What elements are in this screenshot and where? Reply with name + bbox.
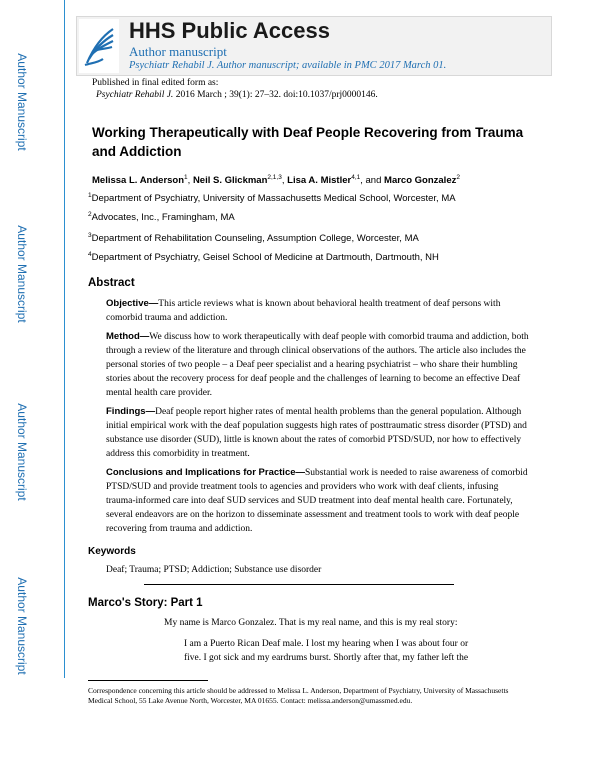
citation-details: 2016 March ; 39(1): 27–32. doi:10.1037/prj0000146.	[173, 90, 378, 100]
affiliation	[88, 251, 439, 263]
affiliation-text: Department of Rehabilitation Counseling, Assumption College, Worcester, MA	[91, 233, 419, 245]
abstract-method	[106, 330, 530, 400]
abstract-objective	[106, 297, 530, 325]
affiliation	[88, 232, 419, 244]
author-separator: ,	[187, 175, 193, 187]
affiliation-text: Department of Psychiatry, Geisel School of Medicine at Dartmouth, Dartmouth, NH	[91, 252, 439, 264]
header-title: HHS Public Access	[129, 18, 330, 43]
abstract-section-text: Deaf people report higher rates of mental health problems than the general population. Although initial empirical work with the deaf population suggests high rates of posttraumatic stress disorder (PTSD) and substance use disorder (SUD), little is known about the rates of comorbid PTSD/SUD, nor how to effectively address this comorbidity in treatment.	[106, 407, 527, 459]
affiliation-number: 3	[88, 232, 92, 239]
author-affiliation-ref: 2	[456, 174, 460, 181]
abstract-section-lead: Method—	[106, 331, 150, 342]
author-separator: ,	[281, 175, 288, 187]
hhs-header	[76, 16, 552, 76]
abstract-section-text: This article reviews what is known about behavioral health treatment of deaf persons with comorbid trauma and addiction.	[106, 299, 501, 323]
author-name: Melissa L. Anderson	[92, 175, 185, 187]
sidebar-label-author-manuscript: Author Manuscript	[15, 53, 29, 151]
affiliation-text: Advocates, Inc., Framingham, MA	[91, 212, 235, 224]
author-affiliation-ref: 4,1	[351, 174, 361, 181]
abstract-section-text: Substantial work is needed to raise awareness of comorbid PTSD/SUD and provide treatment tools to agencies and providers who work with deaf clients, infusing trauma-informed care into deaf SUD services and SUD treatment into deaf mental health care. Fortunately, several endeavors are on the horizon to disseminate assessment and treatment tools to work with deaf people recovering from trauma and addiction.	[106, 468, 528, 534]
footnote-divider	[88, 680, 208, 681]
sidebar-divider	[64, 0, 65, 678]
published-label: Published in final edited form as:	[92, 78, 219, 88]
affiliation	[88, 192, 456, 204]
story-heading: Marco's Story: Part 1	[88, 597, 203, 609]
citation-journal: Psychiatr Rehabil J.	[96, 90, 174, 100]
citation	[96, 90, 378, 100]
affiliation-number: 4	[88, 251, 92, 258]
affiliation-number: 2	[88, 211, 92, 218]
author-name: Marco Gonzalez	[384, 175, 457, 187]
author-and: , and	[360, 175, 385, 187]
article-title: Working Therapeutically with Deaf People Recovering from Trauma and Addiction	[92, 125, 524, 159]
abstract-findings	[106, 405, 530, 461]
affiliation-text: Department of Psychiatry, University of Massachusetts Medical School, Worcester, MA	[91, 193, 456, 205]
affiliation-number: 1	[88, 192, 92, 199]
hhs-eagle-logo-icon	[79, 19, 119, 73]
correspondence-footnote: Correspondence concerning this article should be addressed to Melissa L. Anderson, Department of Psychiatry, University of Massachusetts Medical School, 55 Lake Avenue North, Worcester, MA 01655. Contact: melissa.anderson@umassmed.edu.	[88, 686, 509, 705]
author-name: Neil S. Glickman	[192, 175, 268, 187]
abstract-section-lead: Objective—	[106, 298, 159, 309]
story-intro: My name is Marco Gonzalez. That is my real name, and this is my real story:	[164, 618, 458, 628]
abstract-section-lead: Conclusions and Implications for Practice—	[106, 467, 306, 478]
sidebar-label-author-manuscript: Author Manuscript	[15, 577, 29, 675]
author-affiliation-ref: 1	[184, 174, 188, 181]
keywords-heading: Keywords	[88, 546, 136, 557]
sidebar-label-author-manuscript: Author Manuscript	[15, 225, 29, 323]
abstract-conclusions	[106, 466, 530, 536]
header-citation: Psychiatr Rehabil J. Author manuscript; available in PMC 2017 March 01.	[129, 60, 447, 71]
story-quote: I am a Puerto Rican Deaf male. I lost my hearing when I was about four or five. I got sick and my eardrums burst. Shortly after that, my father left the	[184, 639, 469, 663]
header-subtitle: Author manuscript	[129, 44, 227, 59]
author-affiliation-ref: 2,1,3	[267, 174, 282, 181]
author-name: Lisa A. Mistler	[287, 175, 352, 187]
section-divider	[144, 584, 454, 585]
abstract-section-text: We discuss how to work therapeutically with deaf people with comorbid trauma and addiction, both through a review of the literature and through clinical observations of the authors. The article also includes the personal stories of two people – a Deaf peer specialist and a hearing psychiatrist – who share their humbling stories about the recovery process for deaf people and the challenges of learning to become an effective Deaf mental health care provider.	[106, 332, 529, 398]
affiliation	[88, 211, 235, 223]
author-list	[92, 174, 460, 186]
keywords-text: Deaf; Trauma; PTSD; Addiction; Substance use disorder	[106, 565, 322, 575]
abstract-heading: Abstract	[88, 277, 135, 289]
sidebar-label-author-manuscript: Author Manuscript	[15, 403, 29, 501]
abstract-section-lead: Findings—	[106, 406, 156, 417]
